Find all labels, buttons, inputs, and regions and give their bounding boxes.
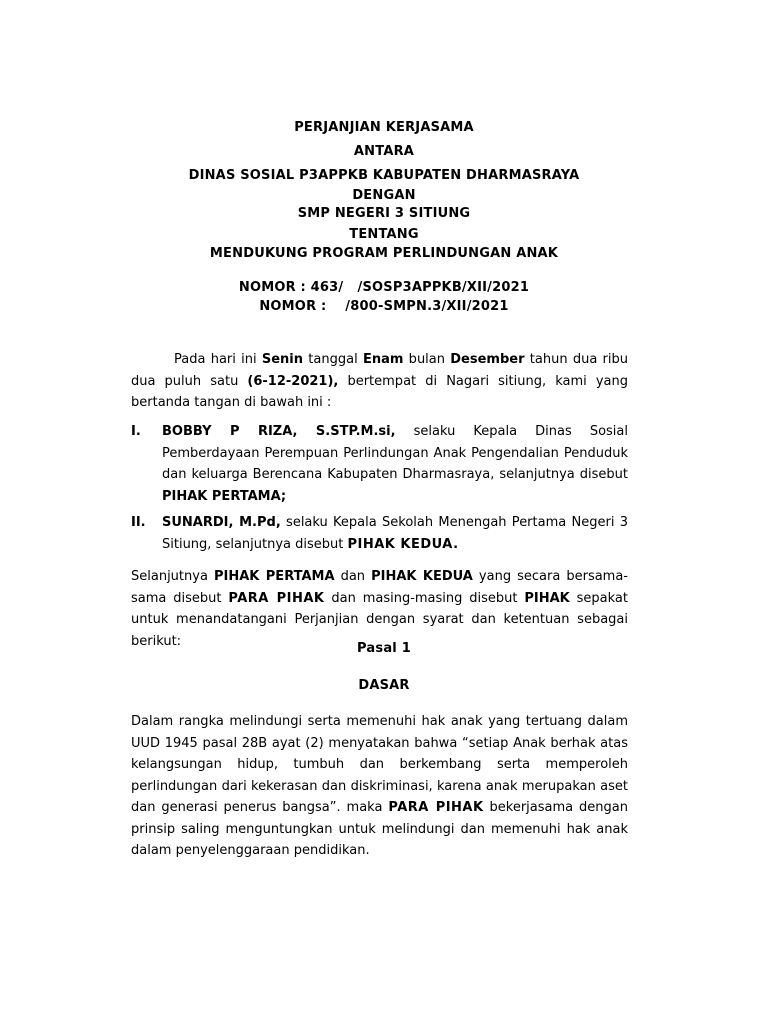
dasar-paragraph: Dalam rangka melindungi serta memenuhi hak anak yang tertuang dalam UUD 1945 pasal 28B ayat (2) menyatakan bahwa “setiap Anak berhak atas kelangsungan hidup, tumbuh dan berkembang serta memperoleh perlindungan dari kekerasan dan diskriminasi, karena anak merupakan aset dan generasi penerus bangsa”. maka PARA PIHAK bekerjasama dengan prinsip saling menguntungkan untuk melindungi dan memenuhi hak anak dalam penyelenggaraan pendidikan. xyxy=(131,714,629,858)
intro-paragraph: Pada hari ini Senin tanggal Enam bulan Desember tahun dua ribu dua puluh satu (6-12-2021), bertempat di Nagari sitiung, kami yang bertanda tangan di bawah ini : xyxy=(131,352,629,410)
doc-party-first: DINAS SOSIAL P3APPKB KABUPATEN DHARMASRAYA xyxy=(188,168,580,183)
doc-antara: ANTARA xyxy=(353,144,415,159)
party-two-paragraph: SUNARDI, M.Pd, selaku Kepala Sekolah Menengah Pertama Negeri 3 Sitiung, selanjutnya disebut PIHAK KEDUA. xyxy=(162,515,628,552)
doc-title: PERJANJIAN KERJASAMA xyxy=(294,120,474,135)
party-one-paragraph: BOBBY P RIZA, S.STP.M.si, selaku Kepala Dinas Sosial Pemberdayaan Perempuan Perlindungan Anak Pengendalian Penduduk dan keluarga Berencana Kabupaten Dharmasraya, selanjutnya disebut PIHAK PERTAMA; xyxy=(162,424,629,504)
doc-subject: MENDUKUNG PROGRAM PERLINDUNGAN ANAK xyxy=(209,246,559,261)
doc-party-second: SMP NEGERI 3 SITIUNG xyxy=(297,206,471,221)
party-one-number: I. xyxy=(131,424,141,439)
pasal-title: Pasal 1 xyxy=(357,641,411,656)
doc-tentang: TENTANG xyxy=(349,227,419,242)
doc-nomor-2: NOMOR : /800-SMPN.3/XII/2021 xyxy=(259,299,509,314)
agreement-paragraph: Selanjutnya PIHAK PERTAMA dan PIHAK KEDUA yang secara bersama-sama disebut PARA PIHAK dan masing-masing disebut PIHAK sepakat untuk menandatangani Perjanjian dengan syarat dan ketentuan sebagai berikut: xyxy=(131,569,628,649)
party-two-number: II. xyxy=(131,515,146,530)
pasal-subtitle: DASAR xyxy=(358,678,410,693)
doc-dengan: DENGAN xyxy=(352,188,416,203)
doc-nomor-1: NOMOR : 463/ /SOSP3APPKB/XII/2021 xyxy=(238,280,530,295)
